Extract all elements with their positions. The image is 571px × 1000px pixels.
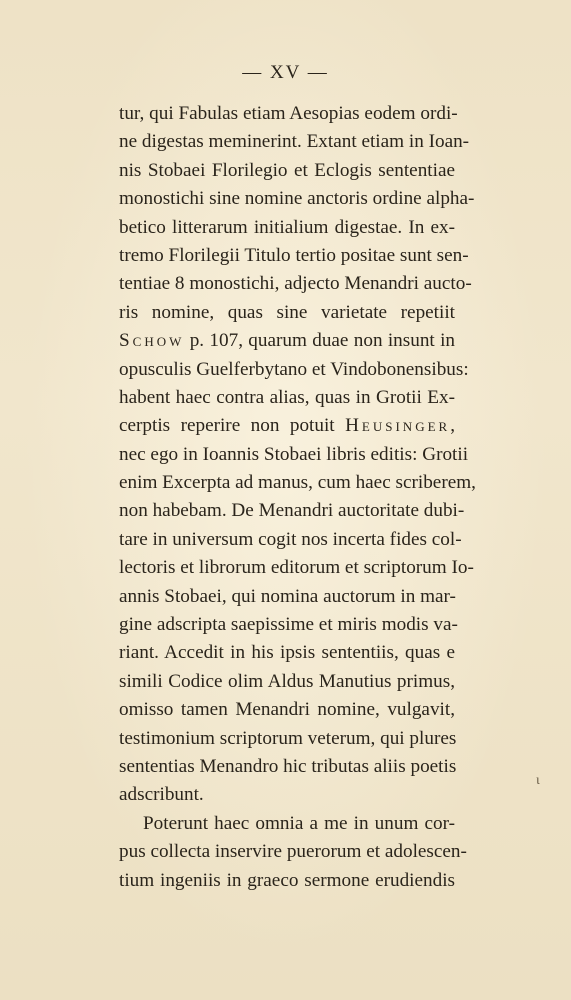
author-name: Schow — [119, 330, 185, 352]
text-line — [119, 100, 458, 128]
text-line — [119, 384, 455, 412]
text-segment: gine adscripta saepissime et miris modis va- — [119, 614, 458, 636]
text-segment: nec ego in Ioannis Stobaei libris editis: Grotii — [119, 443, 469, 465]
text-segment: tremo Florilegii Titulo tertio positae sunt sen- — [119, 244, 469, 266]
text-segment: , — [450, 415, 455, 437]
text-segment: tium ingeniis in graeco sermone erudiendis — [119, 869, 455, 891]
text-line — [119, 214, 455, 242]
text-line — [119, 554, 474, 582]
text-segment: opusculis Guelferbytano et Vindobonensibus: — [119, 358, 469, 380]
text-line — [119, 128, 470, 156]
body-text — [119, 100, 476, 895]
text-line — [119, 412, 455, 440]
text-segment: habent haec contra alias, quas in Grotii Ex- — [119, 386, 455, 408]
text-line — [119, 299, 455, 327]
text-line — [119, 441, 469, 469]
text-segment: monostichi sine nomine anctoris ordine alpha- — [119, 188, 475, 210]
text-line — [119, 526, 462, 554]
text-line — [119, 781, 455, 809]
text-segment: cerptis reperire non potuit — [119, 415, 346, 437]
text-segment: betico litterarum initialium digestae. In ex- — [119, 216, 455, 238]
text-line — [119, 725, 455, 753]
text-line — [119, 810, 455, 838]
author-name: Heusinger — [345, 415, 451, 437]
text-segment: testimonium scriptorum veterum, qui plures — [119, 727, 457, 749]
text-segment: annis Stobaei, qui nomina auctorum in mar- — [119, 585, 456, 607]
text-segment: enim Excerpta ad manus, cum haec scriberem, — [119, 472, 476, 494]
text-segment: p. 107, quarum duae non insunt in — [184, 330, 455, 352]
text-segment: sententias Menandro hic tributas aliis poetis — [119, 755, 457, 777]
text-line — [119, 185, 475, 213]
text-line — [119, 611, 458, 639]
text-line — [119, 696, 455, 724]
text-line — [119, 242, 469, 270]
text-line — [119, 356, 469, 384]
text-line — [119, 327, 455, 355]
text-segment: adscribunt. — [119, 784, 204, 806]
text-segment: pus collecta inservire puerorum et adolescen- — [119, 841, 467, 863]
text-segment: riant. Accedit in his ipsis sententiis, quas e — [119, 642, 455, 664]
text-line — [119, 583, 455, 611]
text-line — [119, 753, 455, 781]
text-segment: nis Stobaei Florilegio et Eclogis sententiae — [119, 159, 455, 181]
text-segment: ris nomine, quas sine varietate repetiit — [119, 301, 455, 323]
text-line — [119, 497, 465, 525]
text-line — [119, 469, 476, 497]
text-segment: omisso tamen Menandri nomine, vulgavit, — [119, 699, 455, 721]
text-segment: simili Codice olim Aldus Manutius primus, — [119, 670, 455, 692]
margin-mark: ι — [536, 773, 540, 788]
text-segment: tur, qui Fabulas etiam Aesopias eodem ordi- — [119, 103, 458, 124]
text-segment: non habebam. De Menandri auctoritate dubi- — [119, 500, 465, 522]
text-line — [119, 639, 455, 667]
text-line — [119, 838, 467, 866]
text-segment: Poterunt haec omnia a me in unum cor- — [143, 812, 455, 834]
text-segment: tare in universum cogit nos incerta fides col- — [119, 528, 462, 550]
text-line — [119, 270, 472, 298]
text-line — [119, 867, 455, 895]
text-segment: lectoris et librorum editorum et scriptorum Io- — [119, 557, 474, 579]
text-segment: tentiae 8 monostichi, adjecto Menandri aucto- — [119, 273, 472, 295]
text-line — [119, 157, 455, 185]
text-line — [119, 668, 455, 696]
text-segment: ne digestas meminerint. Extant etiam in Ioan- — [119, 131, 470, 153]
page-number: — XV — — [242, 62, 329, 83]
